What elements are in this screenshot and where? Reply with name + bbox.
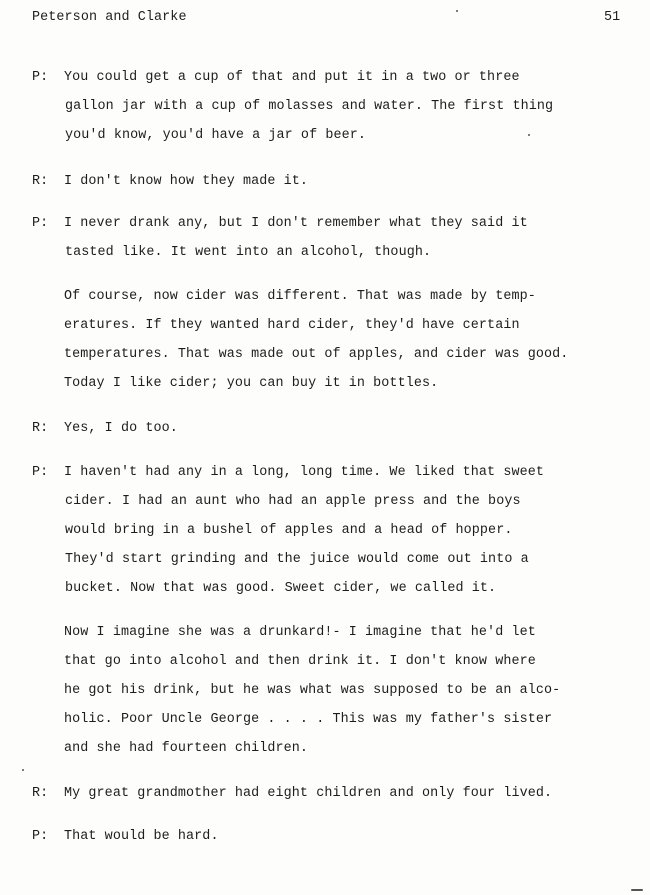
text-line: and she had fourteen children. bbox=[64, 741, 309, 756]
text-line: Yes, I do too. bbox=[64, 421, 178, 436]
text-line: tasted like. It went into an alcohol, though. bbox=[65, 245, 432, 260]
scan-speck bbox=[22, 769, 24, 771]
speaker-label: P: bbox=[32, 216, 49, 231]
text-line: I never drank any, but I don't remember what they said it bbox=[64, 216, 528, 231]
text-line: They'd start grinding and the juice would come out into a bbox=[65, 552, 529, 567]
text-line: Now I imagine she was a drunkard!- I imagine that he'd let bbox=[64, 625, 536, 640]
text-line: I don't know how they made it. bbox=[64, 174, 309, 189]
text-line: That would be hard. bbox=[64, 829, 219, 844]
text-line: gallon jar with a cup of molasses and water. The first thing bbox=[65, 99, 554, 114]
text-line: temperatures. That was made out of apples, and cider was good. bbox=[64, 347, 569, 362]
speaker-label: R: bbox=[32, 174, 49, 189]
speaker-label: R: bbox=[32, 421, 49, 436]
text-line: that go into alcohol and then drink it. I don't know where bbox=[64, 654, 536, 669]
text-line: I haven't had any in a long, long time. We liked that sweet bbox=[64, 465, 545, 480]
scan-speck bbox=[528, 134, 530, 136]
scan-speck bbox=[456, 10, 458, 12]
speaker-label: P: bbox=[32, 829, 49, 844]
text-line: Today I like cider; you can buy it in bottles. bbox=[64, 376, 439, 391]
text-line: eratures. If they wanted hard cider, they'd have certain bbox=[64, 318, 520, 333]
text-line: he got his drink, but he was what was supposed to be an alco- bbox=[64, 683, 561, 698]
speaker-label: P: bbox=[32, 465, 49, 480]
text-line: bucket. Now that was good. Sweet cider, we called it. bbox=[65, 581, 497, 596]
speaker-label: R: bbox=[32, 786, 49, 801]
text-line: My great grandmother had eight children and only four lived. bbox=[64, 786, 553, 801]
text-line: Of course, now cider was different. That was made by temp- bbox=[64, 289, 536, 304]
text-line: you'd know, you'd have a jar of beer. bbox=[65, 128, 367, 143]
text-line: holic. Poor Uncle George . . . . This was my father's sister bbox=[64, 712, 553, 727]
page-number: 51 bbox=[604, 10, 621, 25]
text-line: would bring in a bushel of apples and a head of hopper. bbox=[65, 523, 513, 538]
scan-speck bbox=[631, 889, 643, 891]
speaker-label: P: bbox=[32, 70, 49, 85]
text-line: cider. I had an aunt who had an apple press and the boys bbox=[65, 494, 521, 509]
running-header-title: Peterson and Clarke bbox=[32, 10, 187, 25]
text-line: You could get a cup of that and put it in a two or three bbox=[64, 70, 520, 85]
